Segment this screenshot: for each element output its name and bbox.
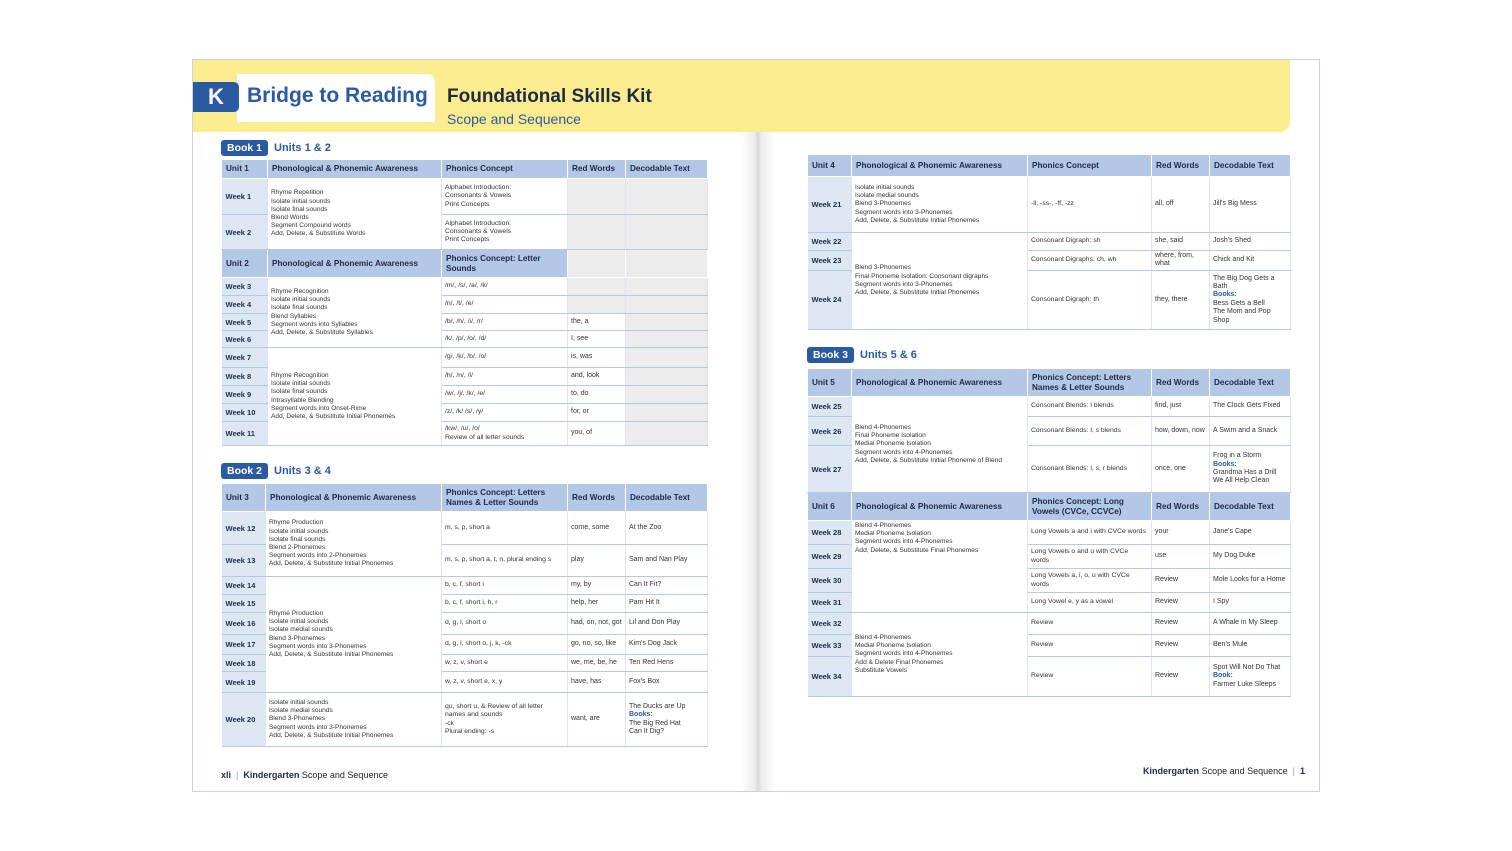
red-words-header: Red Words <box>1152 369 1210 397</box>
kit-subtitle: Scope and Sequence <box>447 111 581 127</box>
page-number: xli <box>221 770 232 780</box>
pc-cell: /kw/, /u/, /o/ Review of all letter sounds <box>442 422 568 446</box>
dec-cell <box>1210 657 1291 697</box>
red-cell <box>568 278 626 296</box>
red-cell: for, or <box>568 404 626 422</box>
page-number: 1 <box>1299 766 1305 776</box>
dec-books: Bess Gets a Bell The Mom and Pop Shop <box>1213 299 1271 324</box>
book3-tag <box>807 347 917 363</box>
unit-header: Unit 5 <box>808 369 852 397</box>
books-label: Books: <box>1213 291 1237 299</box>
pa-header: Phonological & Phonemic Awareness <box>266 484 442 512</box>
red-words-header: Red Words <box>1152 493 1210 521</box>
pc-cell: Long Vowel e, y as a vowel <box>1028 593 1152 613</box>
pa-cell: Isolate initial sounds Isolate medial sounds Blend 3-Phonemes Segment words into 3-Phonemes Add, Delete, & Substitute Initial Phonemes <box>266 693 442 747</box>
table-header-row <box>222 250 708 278</box>
book-gutter <box>741 60 775 791</box>
red-cell: to, do <box>568 386 626 404</box>
pc-cell: Long Vowels a, i, o, u with CVCe words <box>1028 569 1152 593</box>
dec-cell <box>626 386 708 404</box>
red-cell: want, are <box>568 693 626 747</box>
red-words-header <box>568 250 626 278</box>
dec-books: Grandma Has a Drill We All Help Clean <box>1213 469 1277 485</box>
red-cell: the, a <box>568 314 626 331</box>
table-row <box>808 613 1291 635</box>
pa-cell: Rhyme Production Isolate initial sounds Isolate medial sounds Blend 3-Phonemes Segment words into 3-Phonemes Add, Delete, & Substitute Initial Phonemes <box>266 577 442 693</box>
red-cell: my, by <box>568 577 626 595</box>
unit-header: Unit 3 <box>222 484 266 512</box>
pa-cell: Rhyme Production Isolate initial sounds Isolate final sounds Blend 2-Phonemes Segment words into 2-Phonemes Add, Delete, & Substitute Initial Phonemes <box>266 512 442 577</box>
pa-cell: Isolate initial sounds Isolate medial sounds Blend 3-Phonemes Segment words into 3-Phonemes Add, Delete, & Substitute Initial Phonemes <box>852 177 1028 233</box>
pc-cell: b, c, f, short i <box>442 577 568 595</box>
pc-cell: d, g, l, short o, j, k, -ck <box>442 635 568 655</box>
footer-label: Scope and Sequence <box>1201 766 1288 776</box>
pc-cell: w, z, v, short e <box>442 655 568 672</box>
dec-cell: Chick and Kit <box>1210 251 1291 271</box>
dec-title: The Big Dog Gets a Bath <box>1213 274 1275 290</box>
week-cell: Week 4 <box>222 296 268 314</box>
red-cell: you, of <box>568 422 626 446</box>
red-cell: help, her <box>568 595 626 613</box>
dec-cell <box>626 368 708 386</box>
pc-cell: Consonant Digraph: th <box>1028 270 1152 329</box>
week-cell: Week 19 <box>222 672 266 693</box>
red-cell: we, me, be, he <box>568 655 626 672</box>
decodable-header: Decodable Text <box>1210 493 1291 521</box>
week-cell: Week 12 <box>222 512 266 545</box>
pc-header: Phonics Concept <box>442 160 568 179</box>
pc-cell: Consonant Digraph: sh <box>1028 233 1152 251</box>
dec-cell: Pam Hit It <box>626 595 708 613</box>
table-header-row <box>808 369 1291 397</box>
unit-header: Unit 1 <box>222 160 268 179</box>
week-cell: Week 10 <box>222 404 268 422</box>
red-cell: Review <box>1152 613 1210 635</box>
week-cell: Week 34 <box>808 657 852 697</box>
pc-cell: qu, short u, & Review of all letter names and sounds -ck Plural ending: -s <box>442 693 568 747</box>
dec-cell: A Swim and a Snack <box>1210 417 1291 446</box>
pc-cell: /m/, /s/, /a/, /k/ <box>442 278 568 296</box>
dec-cell: Ben's Mule <box>1210 635 1291 657</box>
pc-cell: -ll, -ss-, -ff, -zz <box>1028 177 1152 233</box>
red-cell: have, has <box>568 672 626 693</box>
dec-title: Spot Will Not Do That <box>1213 663 1281 671</box>
dec-cell <box>626 422 708 446</box>
pa-header: Phonological & Phonemic Awareness <box>268 160 442 179</box>
week-cell: Week 16 <box>222 613 266 635</box>
dec-title: Frog in a Storm <box>1213 452 1262 460</box>
pc-header: Phonics Concept: Letters Names & Letter Sounds <box>442 484 568 512</box>
pc-cell: Review <box>1028 657 1152 697</box>
red-cell: once, one <box>1152 446 1210 493</box>
dec-cell <box>626 404 708 422</box>
pa-cell: Rhyme Recognition Isolate initial sounds Isolate final sounds Intrasyllable Blending Segment words into Onset-Rime Add, Delete, & Substitute Initial Phonemes <box>268 348 442 446</box>
pc-header: Phonics Concept <box>1028 155 1152 177</box>
dec-cell <box>626 348 708 368</box>
book-pill: Book 2 <box>221 463 268 479</box>
pc-cell: d, g, l, short o <box>442 613 568 635</box>
week-cell: Week 21 <box>808 177 852 233</box>
week-cell: Week 32 <box>808 613 852 635</box>
pa-cell: Blend 4-Phonemes Final Phoneme Isolation Medial Phoneme Isolation Segment words into 4-Phonemes Add, Delete, & Substitute Initial Phoneme of Blend <box>852 397 1028 493</box>
pc-cell: /z/, /k/ /s/, /y/ <box>442 404 568 422</box>
red-cell: come, some <box>568 512 626 545</box>
table-row <box>808 397 1291 417</box>
table-row <box>222 693 708 747</box>
pc-cell: /g/, /k/, /b/, /o/ <box>442 348 568 368</box>
pc-cell: m, s, p, short a <box>442 512 568 545</box>
table-row <box>222 512 708 545</box>
week-cell: Week 15 <box>222 595 266 613</box>
open-book-spread <box>192 59 1320 792</box>
pa-cell: Blend 3-Phonemes Final Phoneme Isolation: Consonant digraphs Segment words into 3-Phonemes Add, Delete, & Substitute Initial Phonemes <box>852 233 1028 330</box>
red-cell: they, there <box>1152 270 1210 329</box>
pa-header: Phonological & Phonemic Awareness <box>268 250 442 278</box>
pa-header: Phonological & Phonemic Awareness <box>852 493 1028 521</box>
dec-cell: Mole Looks for a Home <box>1210 569 1291 593</box>
red-cell: I, see <box>568 331 626 348</box>
dec-books: Farmer Luke Sleeps <box>1213 680 1277 688</box>
week-cell: Week 11 <box>222 422 268 446</box>
pc-cell: b, c, f, short i, h, r <box>442 595 568 613</box>
pc-cell: Alphabet Introduction: Consonants & Vowels Print Concepts <box>442 215 568 250</box>
pc-cell: /n/, /t/, /e/ <box>442 296 568 314</box>
week-cell: Week 7 <box>222 348 268 368</box>
pc-cell: /w/, /j/, /k/, /e/ <box>442 386 568 404</box>
week-cell: Week 8 <box>222 368 268 386</box>
pc-cell: Alphabet Introduction: Consonants & Vowels Print Concepts <box>442 179 568 215</box>
dec-title: The Ducks are Up <box>629 702 686 710</box>
decodable-header: Decodable Text <box>626 484 708 512</box>
red-cell <box>568 296 626 314</box>
dec-books: The Big Red Hat Can It Dig? <box>629 719 681 735</box>
decodable-header: Decodable Text <box>1210 155 1291 177</box>
footer-left: xli | Kindergarten Scope and Sequence <box>221 770 388 780</box>
red-cell: Review <box>1152 569 1210 593</box>
book-pill: Book 1 <box>221 140 268 156</box>
red-cell: she, said <box>1152 233 1210 251</box>
week-cell: Week 26 <box>808 417 852 446</box>
week-cell: Week 2 <box>222 215 268 250</box>
week-cell: Week 18 <box>222 655 266 672</box>
dec-cell: I Spy <box>1210 593 1291 613</box>
week-cell: Week 6 <box>222 331 268 348</box>
week-cell: Week 33 <box>808 635 852 657</box>
pc-cell: Consonant Digraphs: ch, wh <box>1028 251 1152 271</box>
red-cell: is, was <box>568 348 626 368</box>
dec-cell: Jane's Cape <box>1210 521 1291 545</box>
units-label: Units 3 & 4 <box>274 465 331 477</box>
dec-cell <box>1210 446 1291 493</box>
table-header-row <box>222 160 708 179</box>
week-cell: Week 13 <box>222 545 266 577</box>
dec-cell <box>626 179 708 215</box>
week-cell: Week 25 <box>808 397 852 417</box>
pc-header: Phonics Concept: Letters Names & Letter Sounds <box>1028 369 1152 397</box>
pc-cell: Consonant Blends: l blends <box>1028 397 1152 417</box>
week-cell: Week 29 <box>808 545 852 569</box>
red-cell: find, just <box>1152 397 1210 417</box>
dec-cell <box>1210 270 1291 329</box>
pc-cell: Long Vowels a and i with CVCe words <box>1028 521 1152 545</box>
books-label: Book: <box>1213 672 1233 680</box>
dec-cell <box>626 331 708 348</box>
pa-header: Phonological & Phonemic Awareness <box>852 155 1028 177</box>
dec-cell <box>626 215 708 250</box>
dec-cell: A Whale in My Sleep <box>1210 613 1291 635</box>
pc-cell: Consonant Blends: l, s blends <box>1028 417 1152 446</box>
dec-cell: At the Zoo <box>626 512 708 545</box>
dec-cell: Sam and Nan Play <box>626 545 708 577</box>
week-cell: Week 24 <box>808 270 852 329</box>
week-cell: Week 31 <box>808 593 852 613</box>
dec-cell: Jill's Big Mess <box>1210 177 1291 233</box>
dec-cell: Kim's Dog Jack <box>626 635 708 655</box>
dec-cell: Lil and Don Play <box>626 613 708 635</box>
footer-label: Scope and Sequence <box>301 770 388 780</box>
books-label: Books: <box>629 711 653 719</box>
unit-header: Unit 4 <box>808 155 852 177</box>
units-5-6-table <box>807 368 1291 697</box>
book2-tag <box>221 463 331 479</box>
dec-cell: The Clock Gets Fixed <box>1210 397 1291 417</box>
red-cell <box>568 179 626 215</box>
dec-cell: Fox's Box <box>626 672 708 693</box>
red-cell: Review <box>1152 635 1210 657</box>
red-cell: Review <box>1152 657 1210 697</box>
units-label: Units 5 & 6 <box>860 349 917 361</box>
week-cell: Week 28 <box>808 521 852 545</box>
pa-cell: Rhyme Recognition Isolate initial sounds Isolate final sounds Blend Syllables Segment words into Syllables Add, Delete, & Substitute Syllables <box>268 278 442 348</box>
pa-cell: Blend 4-Phonemes Medial Phoneme Isolation Segment words into 4-Phonemes Add & Delete Final Phonemes Substitute Vowels <box>852 613 1028 697</box>
footer-grade: Kindergarten <box>1143 766 1200 776</box>
dec-cell: Can It Fit? <box>626 577 708 595</box>
pa-header: Phonological & Phonemic Awareness <box>852 369 1028 397</box>
dec-cell: Ten Red Hens <box>626 655 708 672</box>
table-row <box>808 233 1291 251</box>
red-cell: use <box>1152 545 1210 569</box>
week-cell: Week 9 <box>222 386 268 404</box>
red-cell: all, off <box>1152 177 1210 233</box>
dec-cell <box>626 278 708 296</box>
red-cell: where, from, what <box>1152 251 1210 271</box>
decodable-header: Decodable Text <box>626 160 708 179</box>
decodable-header <box>626 250 708 278</box>
pa-cell: Blend 4-Phonemes Medial Phoneme Isolation Segment words into 4-Phonemes Add, Delete, & Substitute Final Phonemes <box>852 521 1028 613</box>
table-row <box>222 179 708 215</box>
week-cell: Week 22 <box>808 233 852 251</box>
table-row <box>222 278 708 296</box>
week-cell: Week 23 <box>808 251 852 271</box>
red-words-header: Red Words <box>1152 155 1210 177</box>
table-row <box>222 577 708 595</box>
week-cell: Week 30 <box>808 569 852 593</box>
table-header-row <box>808 493 1291 521</box>
table-row <box>808 177 1291 233</box>
pc-cell: Consonant Blends: l, s, r blends <box>1028 446 1152 493</box>
table-row <box>222 348 708 368</box>
red-cell: Review <box>1152 593 1210 613</box>
pc-cell: Review <box>1028 635 1152 657</box>
week-cell: Week 5 <box>222 314 268 331</box>
brand-title: Bridge to Reading <box>247 84 428 107</box>
units-label: Units 1 & 2 <box>274 142 331 154</box>
unit-header: Unit 6 <box>808 493 852 521</box>
book1-tag <box>221 140 331 156</box>
red-words-header: Red Words <box>568 484 626 512</box>
pc-header: Phonics Concept: Letter Sounds <box>442 250 568 278</box>
week-cell: Week 20 <box>222 693 266 747</box>
pc-cell: /k/, /p/, /o/, /d/ <box>442 331 568 348</box>
red-cell: how, down, now <box>1152 417 1210 446</box>
dec-cell: My Dog Duke <box>1210 545 1291 569</box>
footer-right: Kindergarten Scope and Sequence | 1 <box>1143 766 1305 776</box>
grade-badge: K <box>193 82 239 112</box>
dec-cell <box>626 314 708 331</box>
book-pill: Book 3 <box>807 347 854 363</box>
week-cell: Week 14 <box>222 577 266 595</box>
red-cell: your <box>1152 521 1210 545</box>
red-words-header: Red Words <box>568 160 626 179</box>
pc-cell: /h/, /n/, /l/ <box>442 368 568 386</box>
red-cell: and, look <box>568 368 626 386</box>
decodable-header: Decodable Text <box>1210 369 1291 397</box>
pc-cell: m, s, p, short a, t, n, plural ending s <box>442 545 568 577</box>
pc-cell: Review <box>1028 613 1152 635</box>
red-cell <box>568 215 626 250</box>
pc-cell: w, z, v, short e, x, y <box>442 672 568 693</box>
unit-4-table <box>807 154 1291 330</box>
table-row <box>808 521 1291 545</box>
red-cell: play <box>568 545 626 577</box>
pc-cell: Long Vowels o and u with CVCe words <box>1028 545 1152 569</box>
kit-title: Foundational Skills Kit <box>447 86 652 107</box>
unit-3-table <box>221 483 708 747</box>
red-cell: had, on, not, got <box>568 613 626 635</box>
dec-cell <box>626 296 708 314</box>
week-cell: Week 17 <box>222 635 266 655</box>
pc-cell: /b/, /h/, /i/, /r/ <box>442 314 568 331</box>
units-1-2-table <box>221 159 708 446</box>
red-cell: go, no, so, like <box>568 635 626 655</box>
dec-cell <box>626 693 708 747</box>
week-cell: Week 27 <box>808 446 852 493</box>
week-cell: Week 3 <box>222 278 268 296</box>
table-header-row <box>808 155 1291 177</box>
table-header-row <box>222 484 708 512</box>
dec-cell: Josh's Shed <box>1210 233 1291 251</box>
week-cell: Week 1 <box>222 179 268 215</box>
footer-grade: Kindergarten <box>243 770 300 780</box>
pa-cell: Rhyme Repetition Isolate initial sounds Isolate final sounds Blend Words Segment Compound words Add, Delete, & Substitute Words <box>268 179 442 250</box>
books-label: Books: <box>1213 460 1237 468</box>
unit-header: Unit 2 <box>222 250 268 278</box>
pc-header: Phonics Concept: Long Vowels (CVCe, CCVCe) <box>1028 493 1152 521</box>
